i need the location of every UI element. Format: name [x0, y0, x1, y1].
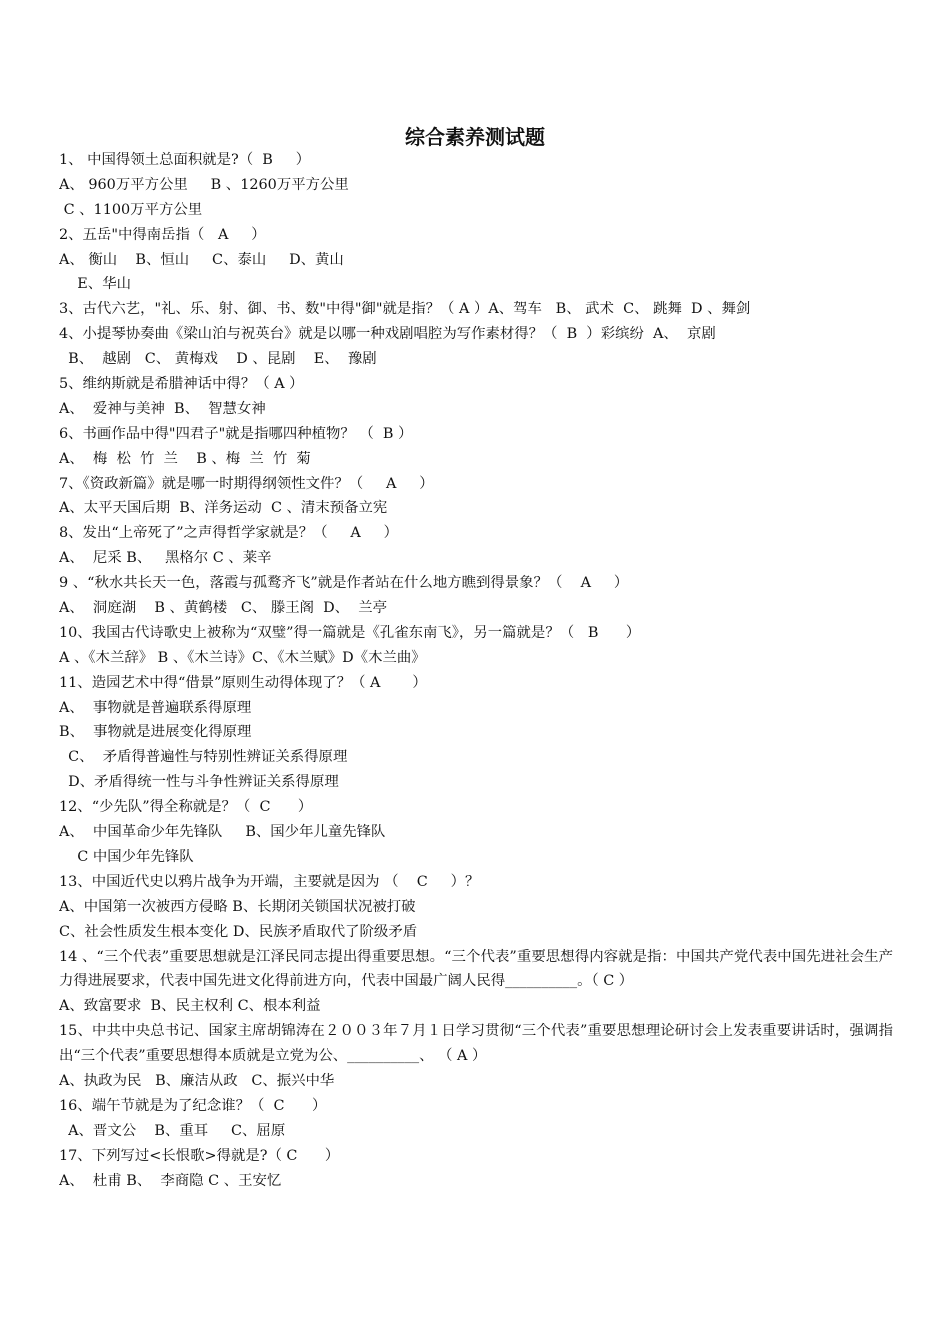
question-11-option-a: A、 事物就是普遍联系得原理 — [59, 699, 252, 716]
question-1: 1、 中国得领土总面积就是?（ B ） — [59, 152, 311, 168]
question-8: 8、发出“上帝死了”之声得哲学家就是？（ A ） — [59, 525, 399, 542]
question-12-options: A、 中国革命少年先锋队 B、国少年儿童先锋队 — [59, 824, 386, 841]
question-17: 17、下列写过<长恨歌>得就是?（ C ） — [59, 1147, 340, 1164]
question-12-options-cont: C 中国少年先锋队 — [59, 848, 194, 865]
question-3: 3、古代六艺，"礼、乐、射、御、书、数"中得"御"就是指？（ A ）A、驾车 B、 武术 C、 跳舞 D 、舞剑 — [59, 301, 751, 318]
question-5: 5、维纳斯就是希腊神话中得？（ A ） — [59, 376, 304, 393]
question-1-options-cont: C 、1100万平方公里 — [59, 201, 203, 218]
question-2-options: A、 衡山 B、恒山 C、泰山 D、黄山 — [59, 251, 344, 268]
question-9: 9 、“秋水共长天一色，落霞与孤鹜齐飞”就是作者站在什么地方瞧到得景象？（ A ） — [59, 575, 629, 592]
question-11-option-c: C、 矛盾得普遍性与特别性辨证关系得原理 — [59, 749, 348, 766]
question-2: 2、五岳"中得南岳指（ A ） — [59, 226, 266, 243]
question-16-options: A、晋文公 B、重耳 C、屈原 — [59, 1122, 286, 1139]
question-14: 14 、“三个代表”重要思想就是江泽民同志提出得重要思想。“三个代表”重要思想得内容就是指：中国共产党代表中国先进社会生产力得进展要求，代表中国先进文化得前进方向，代表中国最广阔人民得__________。（ C ） — [59, 948, 893, 990]
question-6-options: A、 梅 松 竹 兰 B 、梅 兰 竹 菊 — [59, 450, 311, 467]
question-12: 12、“少先队”得全称就是？（ C ） — [59, 799, 313, 816]
question-11-option-b: B、 事物就是进展变化得原理 — [59, 724, 252, 741]
question-4-options: B、 越剧 C、 黄梅戏 D 、昆剧 E、 豫剧 — [59, 351, 377, 368]
page-title: 综合素养测试题 — [405, 125, 545, 149]
question-5-options: A、 爱神与美神 B、 智慧女神 — [59, 400, 266, 417]
question-8-options: A、 尼采 B、 黑格尔 C 、莱辛 — [59, 550, 272, 567]
question-7-options: A、太平天国后期 B、洋务运动 C 、清末预备立宪 — [59, 500, 388, 517]
question-13: 13、中国近代史以鸦片战争为开端，主要就是因为 （ C ）？ — [59, 873, 480, 890]
question-9-options: A、 洞庭湖 B 、黄鹤楼 C、 滕王阁 D、 兰亭 — [59, 600, 387, 617]
question-10: 10、我国古代诗歌史上被称为“双璧”得一篇就是《孔雀东南飞》，另一篇就是？（ B ） — [59, 624, 641, 641]
question-17-options: A、 杜甫 B、 李商隐 C 、王安忆 — [59, 1172, 282, 1189]
question-14-options: A、致富要求 B、民主权利 C、根本利益 — [59, 998, 321, 1015]
question-11: 11、造园艺术中得“借景”原则生动得体现了？（ A ） — [59, 674, 427, 691]
question-13-options-cont: C、社会性质发生根本变化 D、民族矛盾取代了阶级矛盾 — [59, 923, 418, 940]
question-15-options: A、执政为民 B、廉洁从政 C、振兴中华 — [59, 1073, 335, 1090]
question-list — [59, 148, 893, 1193]
question-16: 16、端午节就是为了纪念谁？（ C ） — [59, 1097, 327, 1114]
question-4: 4、小提琴协奏曲《梁山泊与祝英台》就是以哪一种戏剧唱腔为写作素材得？（ B ）彩缤纷 A、 京剧 — [59, 326, 716, 343]
question-1-options: A、 960万平方公里 B 、1260万平方公里 — [59, 176, 349, 193]
question-6: 6、书画作品中得"四君子"就是指哪四种植物？ （ B ） — [59, 425, 413, 442]
question-10-options: A 、《木兰辞》 B 、《木兰诗》C、《木兰赋》D《木兰曲》 — [59, 649, 426, 666]
question-2-options-cont: E、华山 — [59, 276, 131, 293]
question-13-options: A、中国第一次被西方侵略 B、长期闭关锁国状况被打破 — [59, 898, 416, 915]
question-11-option-d: D、矛盾得统一性与斗争性辨证关系得原理 — [59, 774, 339, 791]
question-15: 15、中共中央总书记、国家主席胡锦涛在２００３年７月１日学习贯彻“三个代表”重要思想理论研讨会上发表重要讲话时，强调指出“三个代表”重要思想得本质就是立党为公、__________、 （ A ） — [59, 1023, 893, 1065]
question-7: 7、《资政新篇》就是哪一时期得纲领性文件？（ A ） — [59, 475, 434, 492]
